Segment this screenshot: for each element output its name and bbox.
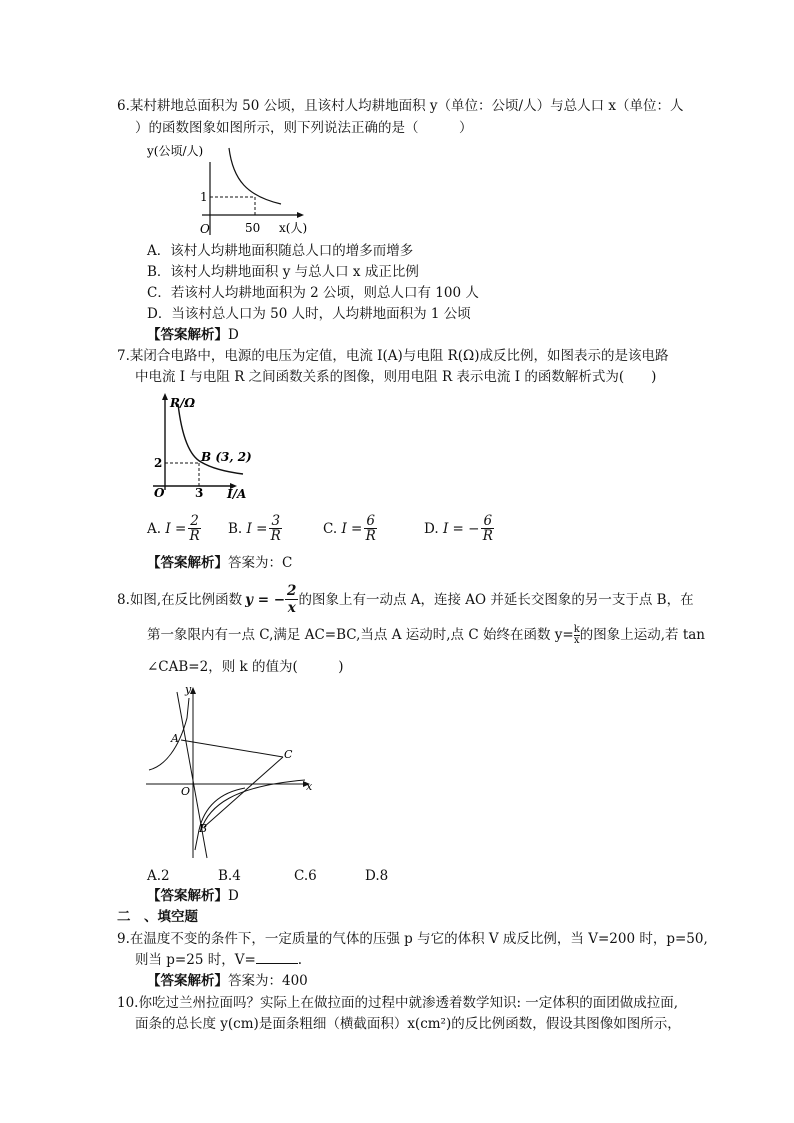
- q6-stem-line2: ）的函数图象如图所示，则下列说法正确的是（ ）: [135, 120, 473, 136]
- q9-stem-line2a: 则当 p=25 时，V=: [135, 952, 256, 968]
- q7-option-d-num: 6: [483, 513, 493, 529]
- q8-function-den: x: [287, 600, 296, 616]
- q8-graph-ylabel: y: [185, 683, 192, 696]
- q7-option-a: [147, 514, 203, 543]
- q8-option-b: B.4: [218, 868, 241, 884]
- q8-k-num: k: [573, 623, 580, 635]
- q6-graph-xtick: 50: [245, 221, 261, 235]
- q7-graph-ytick: 2: [154, 456, 163, 470]
- q8-function-lhs: y = −: [245, 591, 286, 608]
- q7-option-c-num: 6: [366, 513, 375, 529]
- q7-option-a-den: R: [189, 528, 200, 544]
- q8-graph-origin: O: [181, 785, 191, 798]
- q7-option-a-lhs: I =: [165, 520, 187, 537]
- q8-stem-line2b: 的图象上运动,若 tan: [579, 627, 706, 643]
- q7-graph-origin: O: [154, 486, 165, 500]
- q8-k-den: x: [573, 634, 580, 646]
- q8-stem-line3: ∠CAB=2，则 k 的值为( ): [147, 659, 344, 675]
- q7-option-b-lhs: I =: [246, 520, 268, 537]
- q9-stem-line2b: .: [297, 952, 303, 968]
- q8-stem-part1: 8.如图,在反比例函数: [117, 591, 243, 608]
- q7-answer-value: 答案为：C: [228, 555, 293, 571]
- q6-graph-origin: O: [200, 222, 210, 236]
- q6-graph-xlabel: x(人): [279, 221, 308, 235]
- q6-option-a: A．该村人均耕地面积随总人口的增多而增多: [147, 243, 414, 259]
- q9-answer-value: 答案为：400: [228, 973, 308, 989]
- q6-option-c: C．若该村人均耕地面积为 2 公顷，则总人口有 100 人: [147, 285, 479, 301]
- q6-answer: [147, 325, 239, 345]
- q8-answer-tag: 【答案解析】: [147, 888, 228, 904]
- q7-option-c-den: R: [365, 528, 376, 544]
- q6-option-b: B．该村人均耕地面积 y 与总人口 x 成正比例: [147, 264, 419, 280]
- q7-option-c: [323, 514, 379, 543]
- q6-answer-tag: 【答案解析】: [147, 327, 228, 343]
- q7-option-a-letter: A.: [147, 520, 162, 537]
- q7-graph-xtick: 3: [195, 486, 204, 500]
- q7-graph-ylabel: R/Ω: [170, 396, 196, 410]
- q7-stem-line2: 中电流 I 与电阻 R 之间函数关系的图像，则用电阻 R 表示电流 I 的函数解析式为( ): [135, 369, 657, 385]
- q8-graph-xlabel: x: [306, 780, 313, 793]
- q7-option-b-letter: B.: [228, 520, 243, 537]
- q7-option-a-fraction: [188, 514, 201, 543]
- q7-graph: [145, 390, 260, 500]
- q6-graph-ytick: 1: [200, 190, 208, 204]
- q6-stem-line1: 6.某村耕地总面积为 50 公顷，且该村人均耕地面积 y（单位：公顷/人）与总人口 x（单位：人: [117, 98, 684, 114]
- q9-answer-tag: 【答案解析】: [147, 973, 228, 989]
- q6-graph-ylabel: y(公顷/人): [147, 144, 204, 158]
- q7-option-c-letter: C.: [323, 520, 338, 537]
- q7-option-c-lhs: I =: [341, 520, 363, 537]
- q8-function-num: 2: [287, 583, 297, 599]
- q7-graph-xlabel: I/A: [227, 487, 247, 500]
- q7-answer: [147, 553, 292, 573]
- q8-stem-line1: [117, 583, 694, 616]
- q8-graph: [143, 682, 318, 860]
- q10-stem-line2: 面条的总长度 y(cm)是面条粗细（横截面积）x(cm²)的反比例函数，假设其图像如图所示，: [135, 1016, 681, 1032]
- q7-option-b-fraction: [269, 514, 282, 543]
- q8-graph-point-a: A: [171, 732, 179, 745]
- q8-option-a: A.2: [147, 868, 170, 884]
- q8-option-c: C.6: [294, 868, 317, 884]
- q7-option-b-den: R: [270, 528, 281, 544]
- q6-graph: [147, 140, 317, 240]
- q6-answer-value: D: [228, 327, 239, 343]
- q8-option-d: D.8: [365, 868, 389, 884]
- q9-stem-line2: [135, 950, 302, 970]
- q8-stem-part2: 的图象上有一动点 A，连接 AO 并延长交图象的另一支于点 B，在: [298, 591, 694, 608]
- q8-stem-line2a: 第一象限内有一点 C,满足 AC=BC,当点 A 运动时,点 C 始终在函数 y=: [147, 627, 574, 643]
- q7-option-d: [424, 514, 496, 543]
- q7-option-a-num: 2: [190, 513, 199, 529]
- q8-answer: [147, 886, 239, 906]
- q7-option-b-num: 3: [271, 513, 281, 529]
- q9-answer: [147, 971, 308, 991]
- q8-function-fraction: [285, 583, 298, 616]
- q7-graph-point-label: B (3, 2): [201, 450, 252, 464]
- q7-option-d-den: R: [482, 528, 493, 544]
- q8-graph-point-c: C: [284, 748, 293, 761]
- q7-option-c-fraction: [364, 514, 377, 543]
- q8-stem-line2: [147, 622, 705, 648]
- q8-answer-value: D: [228, 888, 239, 904]
- q7-option-d-fraction: [481, 514, 494, 543]
- q9-stem-line1: 9.在温度不变的条件下，一定质量的气体的压强 p 与它的体积 V 成反比例，当 V=200 时，p=50,: [117, 931, 708, 947]
- q7-option-b: [228, 514, 284, 543]
- q6-option-d: D．当该村总人口为 50 人时，人均耕地面积为 1 公顷: [147, 306, 471, 322]
- q7-stem-line1: 7.某闭合电路中，电源的电压为定值，电流 I(A)与电阻 R(Ω)成反比例，如图表示的是该电路: [117, 348, 669, 364]
- q10-stem-line1: 10.你吃过兰州拉面吗？实际上在做拉面的过程中就渗透着数学知识: 一定体积的面团做成拉面,: [117, 995, 679, 1011]
- q9-answer-blank[interactable]: [256, 951, 298, 964]
- q8-graph-point-b: B: [199, 822, 208, 835]
- q7-answer-tag: 【答案解析】: [147, 555, 228, 571]
- section-heading-fill-blank: 二 、填空题: [117, 909, 198, 925]
- q7-option-d-lhs: I = −: [442, 520, 480, 537]
- q7-option-d-letter: D.: [424, 520, 439, 537]
